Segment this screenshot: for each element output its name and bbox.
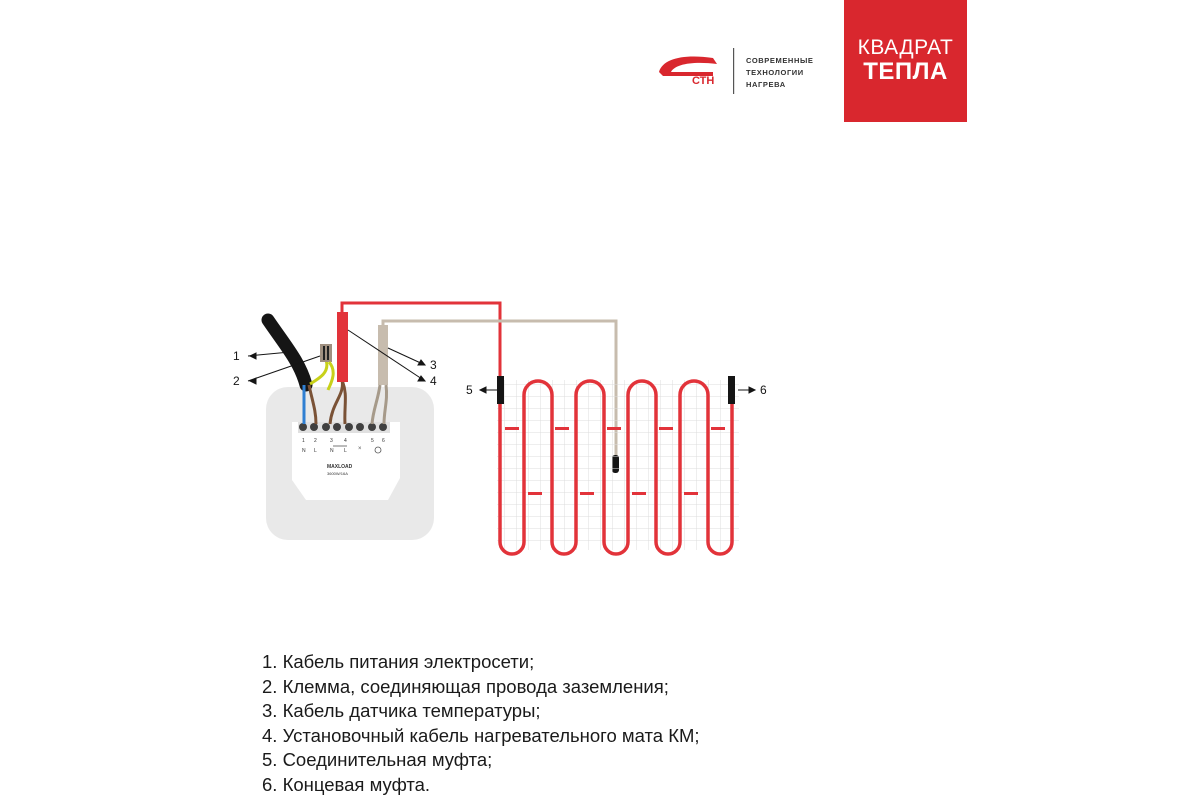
legend-item-3: 3. Кабель датчика температуры; xyxy=(262,700,541,721)
legend-item-2: 2. Клемма, соединяющая провода заземления; xyxy=(262,675,669,697)
legend-item-5: 5. Соединительная муфта; xyxy=(262,749,493,770)
brand-line-1: КВАДРАТ xyxy=(857,36,954,60)
max-load-label: MAXLOAD xyxy=(327,464,353,470)
callout-5: 5 xyxy=(466,383,473,397)
cth-tagline-line3: НАГРЕВА xyxy=(746,80,786,89)
terminal-number-2: 2 xyxy=(314,438,317,444)
terminal-symbol-n1: N xyxy=(302,448,306,454)
callout-4: 4 xyxy=(430,374,437,388)
terminal-symbol-l2: L xyxy=(344,448,347,454)
cth-tagline-line1: СОВРЕМЕННЫЕ xyxy=(746,56,814,65)
mat-installation-cable xyxy=(337,312,348,382)
callout-3: 3 xyxy=(430,358,437,372)
connection-coupling xyxy=(497,376,504,404)
cth-logo-text: СТН xyxy=(692,75,715,87)
callout-1: 1 xyxy=(233,349,240,363)
max-load-value: 3600W/16A xyxy=(327,471,348,476)
brand-line-2: ТЕПЛА xyxy=(863,58,948,86)
callout-2: 2 xyxy=(233,374,240,388)
legend-item-4: 4. Установочный кабель нагревательного мата КМ; xyxy=(262,724,700,746)
end-coupling xyxy=(728,376,735,404)
terminal-symbol-l1: L xyxy=(314,448,317,454)
thermostat-terminal-block xyxy=(292,422,400,500)
ground-wire xyxy=(310,360,327,384)
terminal-number-6: 6 xyxy=(382,438,385,444)
legend-list xyxy=(262,650,700,797)
callout-6: 6 xyxy=(760,383,767,397)
terminal-number-5: 5 xyxy=(371,438,374,444)
terminal-number-1: 1 xyxy=(302,438,305,444)
mat-mesh xyxy=(497,380,739,550)
terminal-cross-mark: × xyxy=(358,446,362,452)
thermostat xyxy=(266,387,434,540)
legend-item-1: 1. Кабель питания электросети; xyxy=(262,651,535,672)
terminal-number-4: 4 xyxy=(344,438,347,444)
terminal-symbol-n2: N xyxy=(330,448,334,454)
terminal-number-3: 3 xyxy=(330,438,333,444)
legend-item-6: 6. Концевая муфта. xyxy=(262,773,431,795)
heating-mat xyxy=(497,376,739,554)
cth-tagline-line2: ТЕХНОЛОГИИ xyxy=(746,68,804,77)
ground-terminal xyxy=(320,344,332,362)
